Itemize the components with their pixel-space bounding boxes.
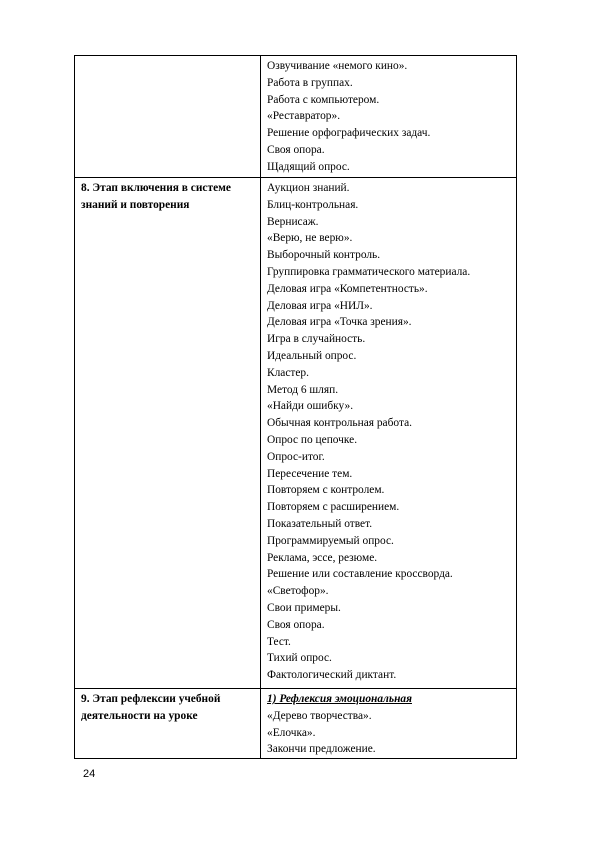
stage-cell <box>75 178 261 689</box>
table-row <box>75 689 517 759</box>
methods-list <box>267 708 510 758</box>
list-item: «Верю, не верю». <box>267 232 353 245</box>
list-item: Игра в случайность. <box>267 333 366 346</box>
list-item: «Найди ошибку». <box>267 400 354 413</box>
list-item: Вернисаж. <box>267 215 319 228</box>
list-item: Щадящий опрос. <box>267 160 350 173</box>
list-item: Своя опора. <box>267 618 325 631</box>
list-item: Тихий опрос. <box>267 652 332 665</box>
list-item: Тест. <box>267 635 291 648</box>
list-item: Решение или составление кроссворда. <box>267 568 453 581</box>
methods-cell <box>261 689 517 759</box>
list-item: Метод 6 шляп. <box>267 383 339 396</box>
list-item: «Реставратор». <box>267 110 341 123</box>
list-item: Закончи предложение. <box>267 743 376 756</box>
list-item: Группировка грамматического материала. <box>267 265 471 278</box>
stage-label: 9. Этап рефлексии учебной деятельности на уроке <box>81 693 221 722</box>
list-item: Работа с компьютером. <box>267 93 380 106</box>
list-item: Повторяем с расширением. <box>267 501 400 514</box>
list-item: Идеальный опрос. <box>267 349 357 362</box>
list-item: «Дерево творчества». <box>267 709 372 722</box>
methods-cell <box>261 56 517 178</box>
list-item: Решение орфографических задач. <box>267 127 431 140</box>
list-item: Работа в группах. <box>267 76 353 89</box>
list-item: Выборочный контроль. <box>267 249 381 262</box>
list-item: Реклама, эссе, резюме. <box>267 551 378 564</box>
list-item: Фактологический диктант. <box>267 669 397 682</box>
stage-label: 8. Этап включения в системе знаний и повторения <box>81 182 231 211</box>
list-item: «Светофор». <box>267 585 329 598</box>
list-item: Аукцион знаний. <box>267 182 350 194</box>
methods-cell <box>261 178 517 689</box>
list-item: Программируемый опрос. <box>267 534 394 547</box>
reflection-subheading: 1) Рефлексия эмоциональная <box>267 693 412 705</box>
list-item: Деловая игра «НИЛ». <box>267 299 373 312</box>
list-item: Показательный ответ. <box>267 517 373 530</box>
stage-cell <box>75 56 261 178</box>
page-number: 24 <box>83 768 96 780</box>
list-item: Блиц-контрольная. <box>267 198 359 211</box>
list-item: Опрос по цепочке. <box>267 433 358 446</box>
list-item: Деловая игра «Точка зрения». <box>267 316 412 329</box>
list-item: Свои примеры. <box>267 601 341 614</box>
list-item: Кластер. <box>267 366 309 379</box>
methods-list <box>267 180 510 684</box>
list-item: Озвучивание «немого кино». <box>267 60 408 72</box>
list-item: Своя опора. <box>267 143 325 156</box>
list-item: Повторяем с контролем. <box>267 484 385 497</box>
list-item: Пересечение тем. <box>267 467 353 480</box>
list-item: «Елочка». <box>267 726 316 739</box>
list-item: Опрос-итог. <box>267 450 325 463</box>
table-row <box>75 56 517 178</box>
methods-list <box>267 58 510 176</box>
list-item: Обычная контрольная работа. <box>267 417 412 430</box>
list-item: Деловая игра «Компетентность». <box>267 282 428 295</box>
methods-table <box>74 55 517 759</box>
table-row <box>75 178 517 689</box>
stage-cell <box>75 689 261 759</box>
